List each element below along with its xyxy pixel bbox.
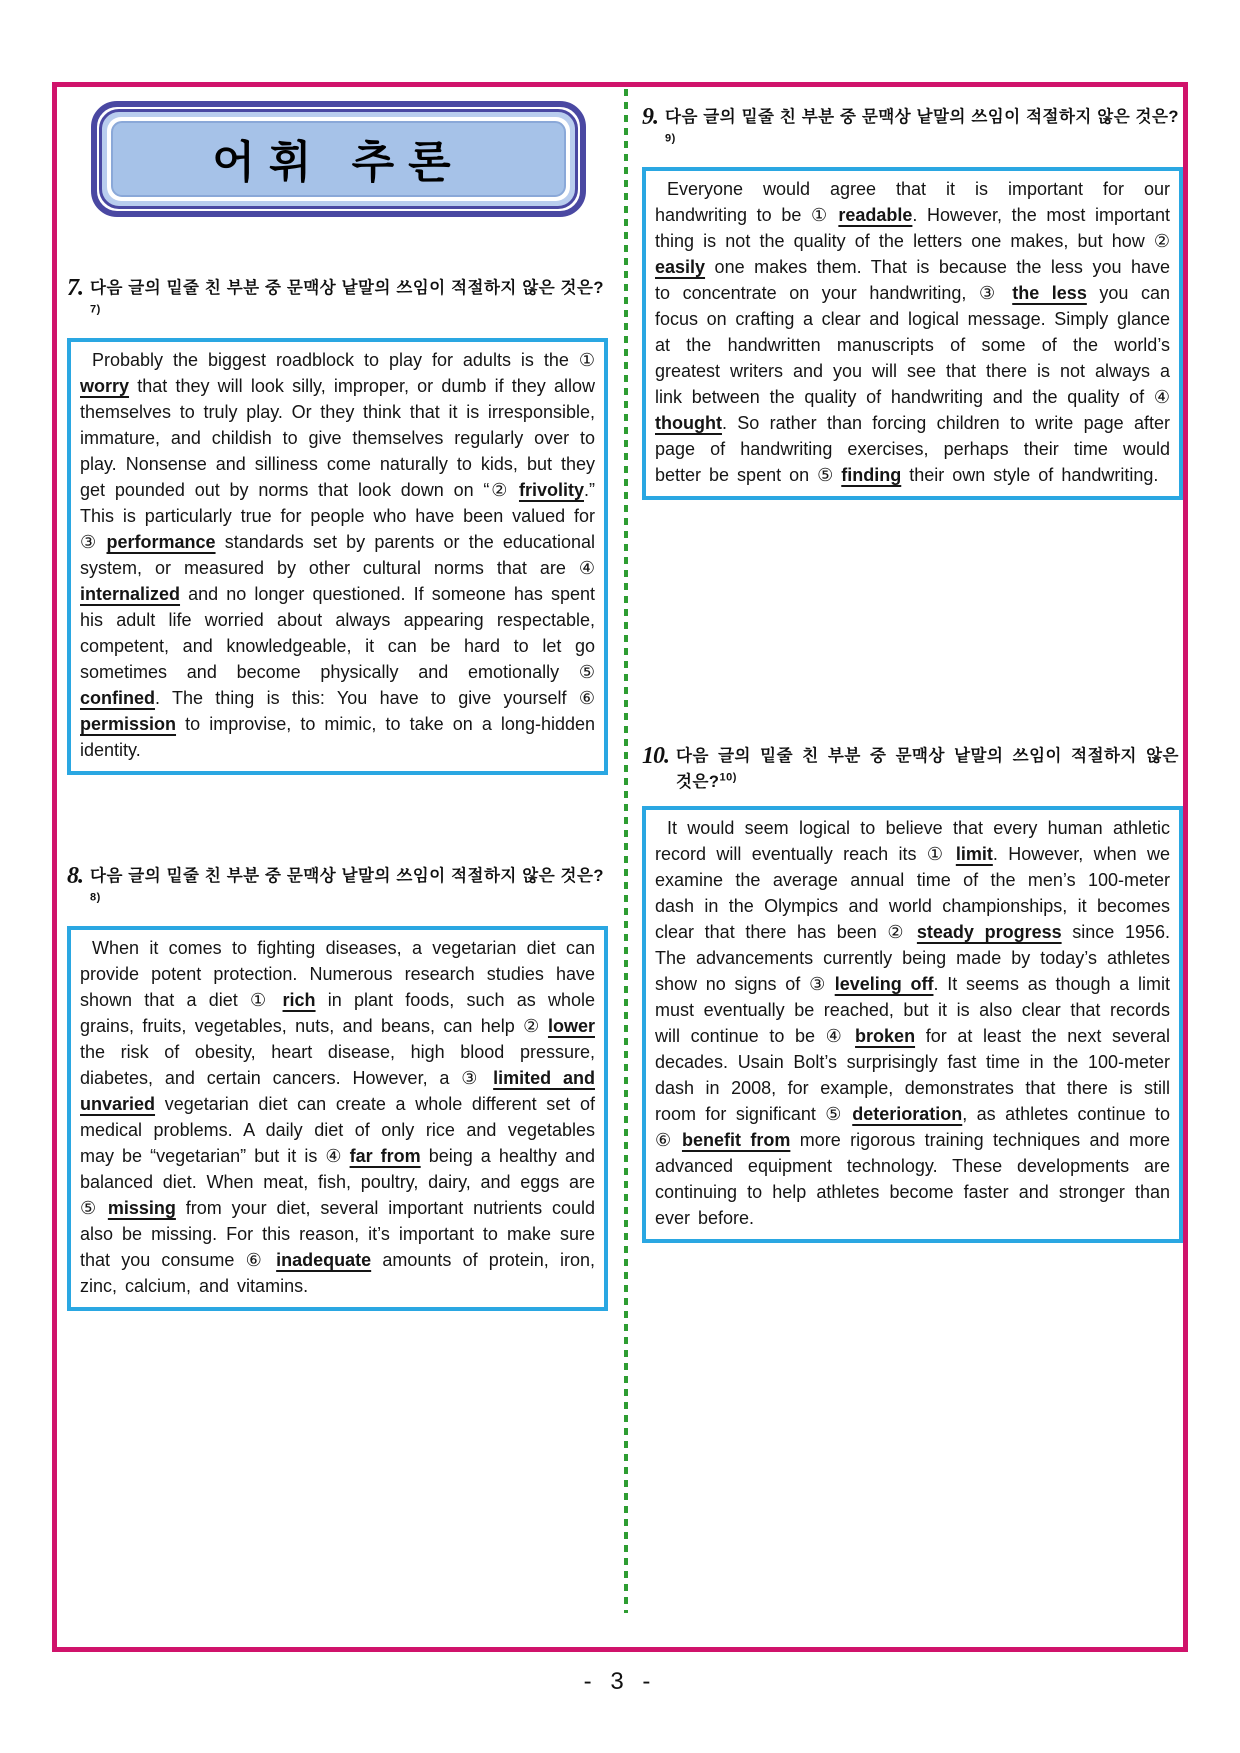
choice-number: ④ <box>578 557 595 578</box>
underlined-word: thought <box>655 412 722 433</box>
page-number: - 3 - <box>583 1668 657 1695</box>
question-8-number: 8. <box>67 862 83 889</box>
choice-number: ④ <box>325 1145 342 1166</box>
question-9-number: 9. <box>642 104 658 130</box>
column-divider-dotted-line <box>624 89 628 1613</box>
underlined-word: readable <box>838 204 913 225</box>
question-7-prompt-text: 다음 글의 밑줄 친 부분 중 문맥상 낱말의 쓰임이 적절하지 않은 것은? <box>90 279 604 297</box>
choice-number: ③ <box>80 531 98 552</box>
section-title-box-inner-ring <box>107 117 570 201</box>
section-title-box-fill <box>111 121 566 197</box>
choice-number: ⑥ <box>655 1129 673 1150</box>
choice-number: ① <box>810 204 829 225</box>
choice-number: ① <box>249 989 271 1010</box>
underlined-word: leveling off <box>834 973 934 994</box>
choice-number: ⑥ <box>578 687 595 708</box>
choice-number: ② <box>523 1015 540 1036</box>
question-7-number: 7. <box>67 275 83 301</box>
underlined-word: limit <box>955 843 993 864</box>
question-8-header <box>67 863 604 916</box>
left-column <box>67 87 608 1311</box>
choice-number: ⑤ <box>578 661 595 682</box>
question-8-prompt <box>90 863 604 916</box>
choice-number: ① <box>578 349 595 370</box>
choice-number: ⑤ <box>817 464 834 485</box>
question-7-header <box>67 275 604 328</box>
question-10-passage-text: It would seem logical to believe that every human athletic record will eventually reach its ① limit. However, when we examine the average annual time of the men’s 100-meter dash in the Olympics and world championships, it becomes clear that there has been ② steady progress since 1956. The advancements currently being made by today’s athletes show no signs of ③ leveling off. It seems as though a limit must eventually be reached, but it is also clear that records will continue to be ④ broken for at least the next several decades. Usain Bolt’s surprisingly fast time in the 100-meter dash in 2008, for example, demonstrates that there is still room for significant ⑤ deterioration, as athletes continue to ⑥ benefit from more rigorous training techniques and more advanced equipment technology. These developments are continuing to help athletes become faster and stronger than ever before. <box>655 817 1171 1228</box>
question-7-passage-box <box>67 338 608 775</box>
underlined-word: worry <box>80 375 130 396</box>
question-7-footnote-marker: 7) <box>90 303 101 316</box>
question-8-passage-text: When it comes to fighting diseases, a vegetarian diet can provide potent protection. Numerous research studies have shown that a diet ① rich in plant foods, such as whole grains, fruits, vegetables, nuts, and beans, can help ② lower the risk of obesity, heart disease, high blood pressure, diabetes, and certain cancers. However, a ③ limited and unvaried vegetarian diet can create a whole different set of medical problems. A daily diet of only rice and vegetables may be “vegetarian” but it is ④ far from being a healthy and balanced diet. When meat, fish, poultry, dairy, and eggs are ⑤ missing from your diet, several important nutrients could also be missing. For this reason, it’s important to make sure that you consume ⑥ inadequate amounts of protein, iron, zinc, calcium, and vitamins. <box>80 937 596 1296</box>
question-9-passage-text: Everyone would agree that it is important for our handwriting to be ① readable. However, the most important thing is not the quality of the letters one makes, but how ② easily one makes them. That is because the less you have to concentrate on your handwriting, ③ the less you can focus on crafting a clear and logical message. Simply glance at the handwritten manuscripts of some of the world’s greatest writers and you will see that there is not always a link between the quality of handwriting and the quality of ④ thought. So rather than forcing children to write page after page of handwriting exercises, perhaps their time would better be spent on ⑤ finding their own style of handwriting. <box>655 178 1170 485</box>
page-border-frame <box>52 82 1188 1652</box>
underlined-word: lower <box>547 1015 595 1036</box>
choice-number: ③ <box>978 282 1000 303</box>
choice-number: ④ <box>1153 386 1170 407</box>
underlined-word: inadequate <box>276 1249 372 1270</box>
choice-number: ⑤ <box>80 1197 98 1218</box>
choice-number: ④ <box>825 1025 845 1046</box>
question-8-passage-box <box>67 926 608 1311</box>
underlined-word: performance <box>106 531 216 552</box>
choice-number: ③ <box>461 1067 482 1088</box>
underlined-word: confined <box>80 687 155 708</box>
underlined-word: frivolity <box>518 479 584 500</box>
choice-number: ② <box>489 479 510 500</box>
question-10-number: 10. <box>642 742 669 769</box>
section-title-box-ring <box>99 109 578 209</box>
question-9-header <box>642 104 1179 157</box>
underlined-word: internalized <box>80 583 181 604</box>
question-10-prompt-text: 다음 글의 밑줄 친 부분 중 문맥상 낱말의 쓰임이 적절하지 않은 것은? <box>676 746 1179 792</box>
section-title: 어휘 추론 <box>212 138 465 187</box>
question-9-prompt <box>665 104 1179 157</box>
underlined-word: easily <box>655 256 706 277</box>
choice-number: ③ <box>809 973 826 994</box>
underlined-word: permission <box>80 713 177 734</box>
underlined-word: steady progress <box>916 921 1062 942</box>
question-7-prompt <box>90 275 604 328</box>
choice-number: ② <box>1153 230 1170 251</box>
underlined-word: finding <box>841 464 902 485</box>
question-10-header <box>642 743 1179 796</box>
choice-number: ⑥ <box>245 1249 265 1270</box>
right-column <box>642 87 1183 1243</box>
choice-number: ① <box>926 843 946 864</box>
question-9-passage-box <box>642 167 1183 500</box>
question-7-passage-text: Probably the biggest roadblock to play for adults is the ① worry that they will look silly, improper, or dumb if they allow themselves to truly play. Or they think that it is irresponsible, immature, and childish to give themselves regularly over to play. Nonsense and silliness come naturally to kids, but they get pounded out by norms that look down on “② frivolity.” This is particularly true for people who have been valued for ③ performance standards set by parents or the educational system, or measured by other cultural norms that are ④ internalized and no longer questioned. If someone has spent his adult life worried about always appearing respectable, competent, and knowledgeable, it can be hard to let go sometimes and become physically and emotionally ⑤ confined. The thing is this: You have to give yourself ⑥ permission to improvise, to mimic, to take on a long-hidden identity. <box>80 349 595 760</box>
question-10-prompt <box>676 743 1179 796</box>
underlined-word: broken <box>855 1025 916 1046</box>
choice-number: ⑤ <box>825 1103 843 1124</box>
choice-number: ② <box>887 921 907 942</box>
question-9-prompt-text: 다음 글의 밑줄 친 부분 중 문맥상 낱말의 쓰임이 적절하지 않은 것은? <box>665 108 1179 126</box>
underlined-word: missing <box>107 1197 176 1218</box>
question-10-footnote-marker: 10) <box>719 771 737 784</box>
question-8-prompt-text: 다음 글의 밑줄 친 부분 중 문맥상 낱말의 쓰임이 적절하지 않은 것은? <box>90 866 604 885</box>
question-9-footnote-marker: 9) <box>665 132 676 145</box>
underlined-word: limited and unvaried <box>80 1067 595 1114</box>
underlined-word: rich <box>282 989 316 1010</box>
question-10-passage-box <box>642 806 1183 1243</box>
underlined-word: the less <box>1012 282 1087 303</box>
underlined-word: benefit from <box>681 1129 791 1150</box>
underlined-word: deterioration <box>852 1103 963 1124</box>
question-8-footnote-marker: 8) <box>90 891 101 904</box>
section-title-box <box>91 101 586 217</box>
underlined-word: far from <box>349 1145 421 1166</box>
